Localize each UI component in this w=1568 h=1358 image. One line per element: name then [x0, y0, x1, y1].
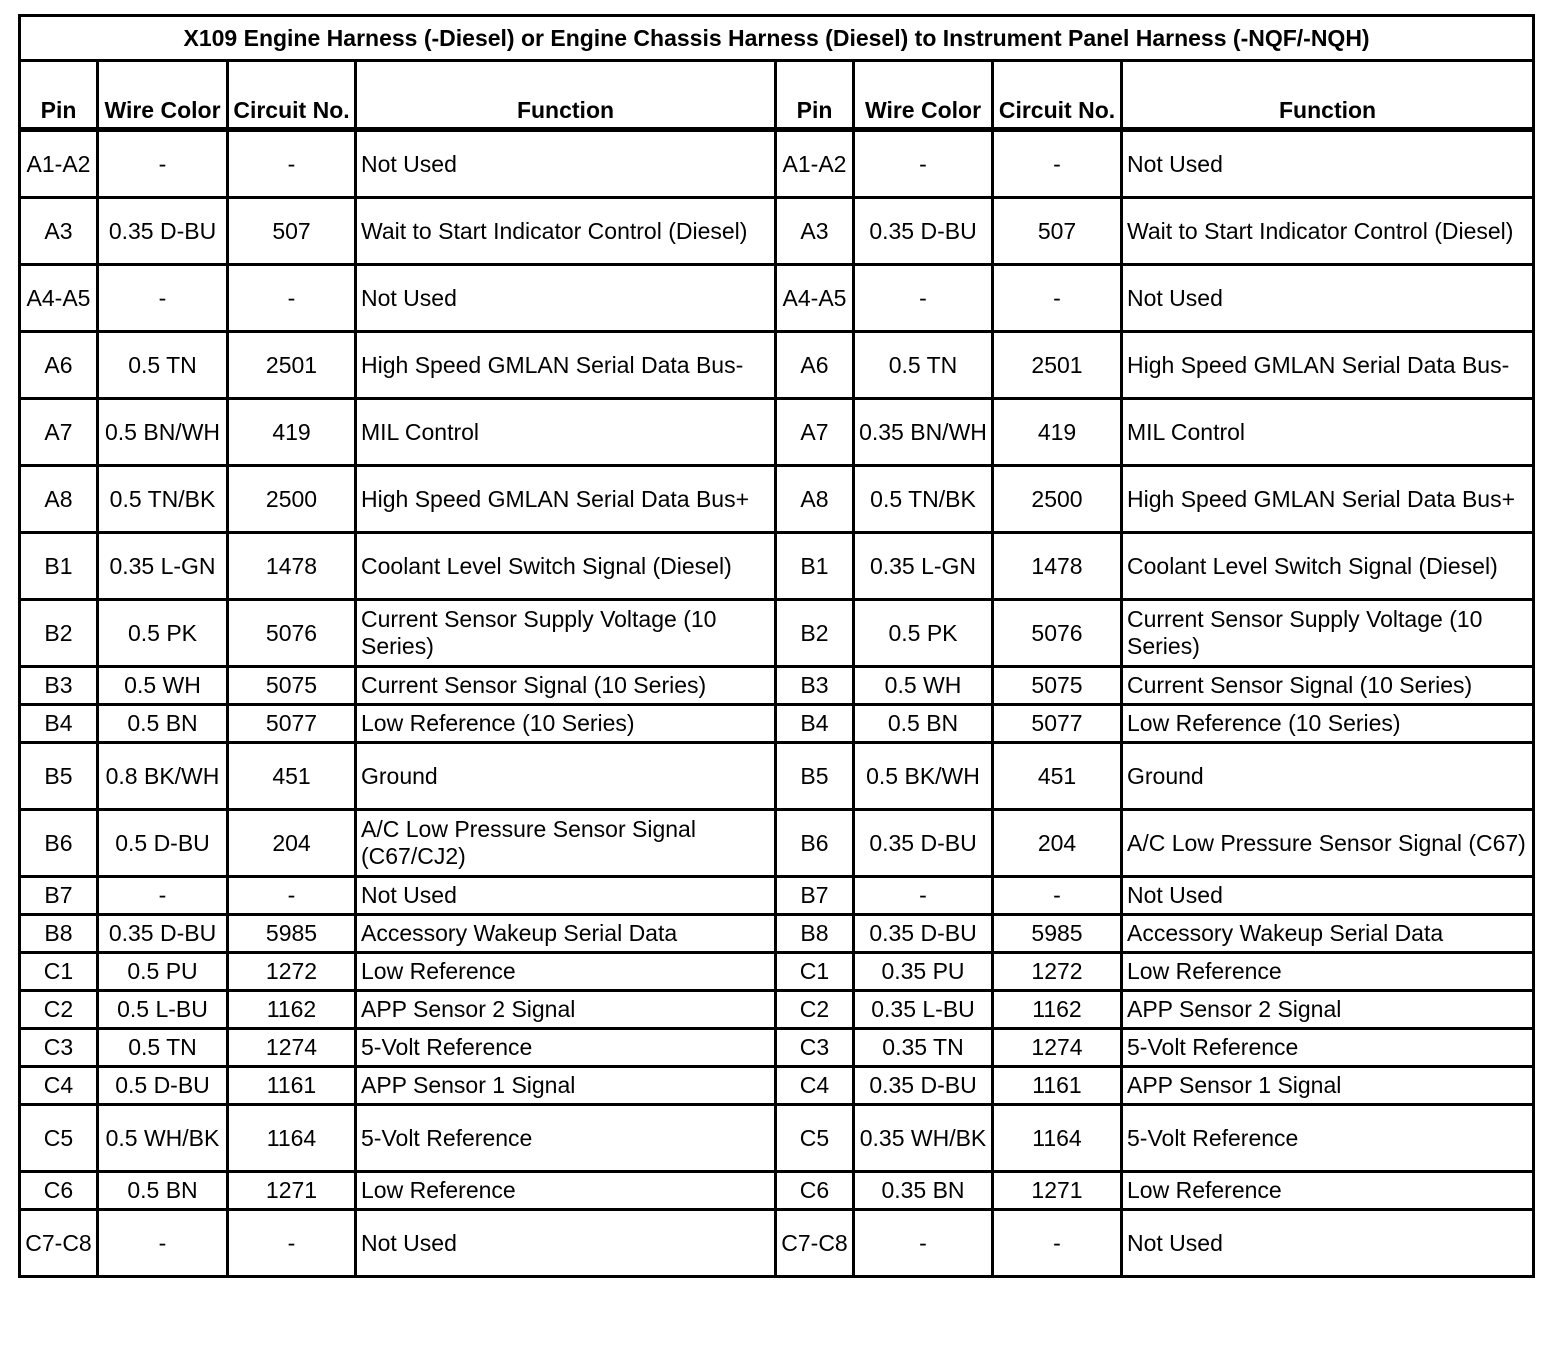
circuit-no-cell-right: -	[993, 265, 1122, 332]
circuit-no-cell-right: 1162	[993, 991, 1122, 1029]
circuit-no-cell-left: -	[228, 130, 356, 198]
circuit-no-cell-right: -	[993, 130, 1122, 198]
circuit-no-cell-right: 2500	[993, 466, 1122, 533]
wire-color-cell-left: -	[98, 877, 228, 915]
pin-cell-left: B3	[20, 667, 98, 705]
circuit-no-cell-left: 1271	[228, 1172, 356, 1210]
wire-color-cell-left: 0.5 WH/BK	[98, 1105, 228, 1172]
circuit-no-cell-right: 1271	[993, 1172, 1122, 1210]
table-row	[20, 1067, 1534, 1105]
circuit-no-cell-right: 5075	[993, 667, 1122, 705]
function-cell-right: MIL Control	[1122, 399, 1534, 466]
function-cell-right: Accessory Wakeup Serial Data	[1122, 915, 1534, 953]
function-cell-left: Low Reference (10 Series)	[356, 705, 776, 743]
wire-color-cell-right: -	[854, 265, 993, 332]
table-row	[20, 743, 1534, 810]
pin-cell-right: B3	[776, 667, 854, 705]
function-cell-right: Ground	[1122, 743, 1534, 810]
function-cell-left: MIL Control	[356, 399, 776, 466]
circuit-no-cell-right: 1274	[993, 1029, 1122, 1067]
pin-cell-right: C5	[776, 1105, 854, 1172]
header-wire-color-right: Wire Color	[854, 61, 993, 130]
wire-color-cell-left: 0.5 PK	[98, 600, 228, 667]
function-cell-right: 5-Volt Reference	[1122, 1105, 1534, 1172]
circuit-no-cell-right: -	[993, 877, 1122, 915]
pin-cell-right: A6	[776, 332, 854, 399]
pin-cell-left: C1	[20, 953, 98, 991]
wire-color-cell-right: 0.35 BN/WH	[854, 399, 993, 466]
circuit-no-cell-left: 1272	[228, 953, 356, 991]
pin-cell-right: C6	[776, 1172, 854, 1210]
pin-cell-right: C3	[776, 1029, 854, 1067]
circuit-no-cell-right: 1478	[993, 533, 1122, 600]
pin-cell-right: C7-C8	[776, 1210, 854, 1277]
wire-color-cell-left: -	[98, 265, 228, 332]
wire-color-cell-right: 0.5 TN	[854, 332, 993, 399]
function-cell-left: Not Used	[356, 265, 776, 332]
wire-color-cell-right: 0.5 WH	[854, 667, 993, 705]
function-cell-left: Coolant Level Switch Signal (Diesel)	[356, 533, 776, 600]
function-cell-left: Current Sensor Signal (10 Series)	[356, 667, 776, 705]
function-cell-right: Coolant Level Switch Signal (Diesel)	[1122, 533, 1534, 600]
header-pin-right: Pin	[776, 61, 854, 130]
pin-cell-left: B7	[20, 877, 98, 915]
function-cell-right: Not Used	[1122, 265, 1534, 332]
function-cell-left: 5-Volt Reference	[356, 1029, 776, 1067]
header-function-left: Function	[356, 61, 776, 130]
circuit-no-cell-left: 419	[228, 399, 356, 466]
table-row	[20, 705, 1534, 743]
function-cell-right: Low Reference (10 Series)	[1122, 705, 1534, 743]
wire-color-cell-right: -	[854, 130, 993, 198]
header-circuit-no-left: Circuit No.	[228, 61, 356, 130]
header-pin-left: Pin	[20, 61, 98, 130]
circuit-no-cell-left: -	[228, 265, 356, 332]
circuit-no-cell-right: 5077	[993, 705, 1122, 743]
circuit-no-cell-left: 5077	[228, 705, 356, 743]
circuit-no-cell-left: 1478	[228, 533, 356, 600]
column-header-row	[20, 61, 1534, 130]
function-cell-right: Not Used	[1122, 1210, 1534, 1277]
function-cell-right: High Speed GMLAN Serial Data Bus-	[1122, 332, 1534, 399]
table-row	[20, 915, 1534, 953]
wire-color-cell-left: 0.5 BN	[98, 1172, 228, 1210]
function-cell-right: High Speed GMLAN Serial Data Bus+	[1122, 466, 1534, 533]
table-row	[20, 1172, 1534, 1210]
connector-pinout-table	[18, 14, 1535, 1278]
circuit-no-cell-left: -	[228, 1210, 356, 1277]
circuit-no-cell-right: 1164	[993, 1105, 1122, 1172]
function-cell-left: Low Reference	[356, 953, 776, 991]
circuit-no-cell-right: 1161	[993, 1067, 1122, 1105]
circuit-no-cell-left: 204	[228, 810, 356, 877]
table-row	[20, 198, 1534, 265]
wire-color-cell-right: 0.35 L-GN	[854, 533, 993, 600]
pin-cell-right: B8	[776, 915, 854, 953]
pin-cell-left: A3	[20, 198, 98, 265]
table-row	[20, 265, 1534, 332]
function-cell-left: 5-Volt Reference	[356, 1105, 776, 1172]
table-row	[20, 810, 1534, 877]
wire-color-cell-right: 0.5 TN/BK	[854, 466, 993, 533]
circuit-no-cell-right: 2501	[993, 332, 1122, 399]
table-row	[20, 1210, 1534, 1277]
table-row	[20, 600, 1534, 667]
function-cell-right: A/C Low Pressure Sensor Signal (C67)	[1122, 810, 1534, 877]
header-function-right: Function	[1122, 61, 1534, 130]
pin-cell-right: A3	[776, 198, 854, 265]
circuit-no-cell-left: 5076	[228, 600, 356, 667]
wire-color-cell-right: 0.5 PK	[854, 600, 993, 667]
function-cell-left: Accessory Wakeup Serial Data	[356, 915, 776, 953]
table-row	[20, 1105, 1534, 1172]
wire-color-cell-left: -	[98, 1210, 228, 1277]
wire-color-cell-right: 0.35 PU	[854, 953, 993, 991]
wire-color-cell-left: 0.5 D-BU	[98, 810, 228, 877]
pin-cell-left: B5	[20, 743, 98, 810]
function-cell-right: Current Sensor Signal (10 Series)	[1122, 667, 1534, 705]
function-cell-right: Low Reference	[1122, 953, 1534, 991]
table-row	[20, 399, 1534, 466]
circuit-no-cell-right: 204	[993, 810, 1122, 877]
function-cell-left: Current Sensor Supply Voltage (10 Series)	[356, 600, 776, 667]
pin-cell-right: A7	[776, 399, 854, 466]
wire-color-cell-left: 0.35 D-BU	[98, 915, 228, 953]
wire-color-cell-right: -	[854, 1210, 993, 1277]
pin-cell-right: B5	[776, 743, 854, 810]
function-cell-right: Low Reference	[1122, 1172, 1534, 1210]
table-row	[20, 130, 1534, 198]
function-cell-right: Wait to Start Indicator Control (Diesel)	[1122, 198, 1534, 265]
wire-color-cell-left: 0.8 BK/WH	[98, 743, 228, 810]
pin-cell-left: A1-A2	[20, 130, 98, 198]
circuit-no-cell-left: 451	[228, 743, 356, 810]
function-cell-right: 5-Volt Reference	[1122, 1029, 1534, 1067]
wire-color-cell-left: 0.5 BN	[98, 705, 228, 743]
circuit-no-cell-right: 1272	[993, 953, 1122, 991]
function-cell-right: APP Sensor 2 Signal	[1122, 991, 1534, 1029]
table-row	[20, 533, 1534, 600]
wire-color-cell-left: 0.35 D-BU	[98, 198, 228, 265]
table-title: X109 Engine Harness (-Diesel) or Engine Chassis Harness (Diesel) to Instrument Panel Harness (-NQF/-NQH)	[20, 16, 1534, 61]
wire-color-cell-right: 0.35 D-BU	[854, 810, 993, 877]
pin-cell-left: C4	[20, 1067, 98, 1105]
header-wire-color-left: Wire Color	[98, 61, 228, 130]
circuit-no-cell-left: 5985	[228, 915, 356, 953]
wire-color-cell-left: 0.5 BN/WH	[98, 399, 228, 466]
circuit-no-cell-left: -	[228, 877, 356, 915]
circuit-no-cell-right: 507	[993, 198, 1122, 265]
circuit-no-cell-left: 2501	[228, 332, 356, 399]
circuit-no-cell-left: 507	[228, 198, 356, 265]
pin-cell-right: B7	[776, 877, 854, 915]
wire-color-cell-right: 0.35 TN	[854, 1029, 993, 1067]
wire-color-cell-right: 0.35 BN	[854, 1172, 993, 1210]
function-cell-left: Not Used	[356, 877, 776, 915]
pin-cell-right: B6	[776, 810, 854, 877]
function-cell-left: High Speed GMLAN Serial Data Bus+	[356, 466, 776, 533]
table-row	[20, 953, 1534, 991]
wire-color-cell-right: 0.35 D-BU	[854, 915, 993, 953]
wire-color-cell-right: 0.35 D-BU	[854, 198, 993, 265]
wire-color-cell-left: 0.35 L-GN	[98, 533, 228, 600]
pin-cell-right: C1	[776, 953, 854, 991]
pin-cell-left: C2	[20, 991, 98, 1029]
wire-color-cell-left: 0.5 TN	[98, 1029, 228, 1067]
function-cell-right: Not Used	[1122, 877, 1534, 915]
circuit-no-cell-left: 2500	[228, 466, 356, 533]
pin-cell-right: C2	[776, 991, 854, 1029]
function-cell-left: Low Reference	[356, 1172, 776, 1210]
pin-cell-left: A6	[20, 332, 98, 399]
pin-cell-left: A7	[20, 399, 98, 466]
wire-color-cell-right: 0.35 D-BU	[854, 1067, 993, 1105]
wire-color-cell-left: -	[98, 130, 228, 198]
circuit-no-cell-right: 419	[993, 399, 1122, 466]
pin-cell-right: A1-A2	[776, 130, 854, 198]
table-row	[20, 667, 1534, 705]
function-cell-left: APP Sensor 2 Signal	[356, 991, 776, 1029]
function-cell-left: High Speed GMLAN Serial Data Bus-	[356, 332, 776, 399]
function-cell-left: Wait to Start Indicator Control (Diesel)	[356, 198, 776, 265]
function-cell-right: Current Sensor Supply Voltage (10 Series)	[1122, 600, 1534, 667]
circuit-no-cell-left: 1274	[228, 1029, 356, 1067]
pin-cell-right: C4	[776, 1067, 854, 1105]
wire-color-cell-right: 0.5 BN	[854, 705, 993, 743]
circuit-no-cell-right: 5985	[993, 915, 1122, 953]
function-cell-left: A/C Low Pressure Sensor Signal (C67/CJ2)	[356, 810, 776, 877]
wire-color-cell-left: 0.5 TN/BK	[98, 466, 228, 533]
table-row	[20, 1029, 1534, 1067]
function-cell-left: Ground	[356, 743, 776, 810]
function-cell-left: APP Sensor 1 Signal	[356, 1067, 776, 1105]
circuit-no-cell-left: 5075	[228, 667, 356, 705]
function-cell-right: APP Sensor 1 Signal	[1122, 1067, 1534, 1105]
pin-cell-left: B8	[20, 915, 98, 953]
wire-color-cell-left: 0.5 PU	[98, 953, 228, 991]
pin-cell-right: B4	[776, 705, 854, 743]
circuit-no-cell-right: 451	[993, 743, 1122, 810]
wire-color-cell-left: 0.5 WH	[98, 667, 228, 705]
pin-cell-left: B6	[20, 810, 98, 877]
circuit-no-cell-right: 5076	[993, 600, 1122, 667]
wire-color-cell-right: 0.35 L-BU	[854, 991, 993, 1029]
pin-cell-left: B2	[20, 600, 98, 667]
wire-color-cell-right: 0.35 WH/BK	[854, 1105, 993, 1172]
wire-color-cell-left: 0.5 L-BU	[98, 991, 228, 1029]
table-row	[20, 991, 1534, 1029]
function-cell-right: Not Used	[1122, 130, 1534, 198]
pin-cell-left: A4-A5	[20, 265, 98, 332]
header-circuit-no-right: Circuit No.	[993, 61, 1122, 130]
pin-cell-left: B1	[20, 533, 98, 600]
pin-cell-right: B2	[776, 600, 854, 667]
wire-color-cell-left: 0.5 TN	[98, 332, 228, 399]
circuit-no-cell-left: 1162	[228, 991, 356, 1029]
function-cell-left: Not Used	[356, 1210, 776, 1277]
pin-cell-left: C5	[20, 1105, 98, 1172]
wire-color-cell-left: 0.5 D-BU	[98, 1067, 228, 1105]
pin-cell-left: B4	[20, 705, 98, 743]
pin-cell-left: A8	[20, 466, 98, 533]
table-row	[20, 877, 1534, 915]
wire-color-cell-right: -	[854, 877, 993, 915]
function-cell-left: Not Used	[356, 130, 776, 198]
pin-cell-right: A8	[776, 466, 854, 533]
circuit-no-cell-left: 1161	[228, 1067, 356, 1105]
wire-color-cell-right: 0.5 BK/WH	[854, 743, 993, 810]
pin-cell-left: C3	[20, 1029, 98, 1067]
pin-cell-left: C7-C8	[20, 1210, 98, 1277]
pin-cell-left: C6	[20, 1172, 98, 1210]
table-row	[20, 332, 1534, 399]
pin-cell-right: B1	[776, 533, 854, 600]
table-row	[20, 466, 1534, 533]
circuit-no-cell-left: 1164	[228, 1105, 356, 1172]
circuit-no-cell-right: -	[993, 1210, 1122, 1277]
pin-cell-right: A4-A5	[776, 265, 854, 332]
